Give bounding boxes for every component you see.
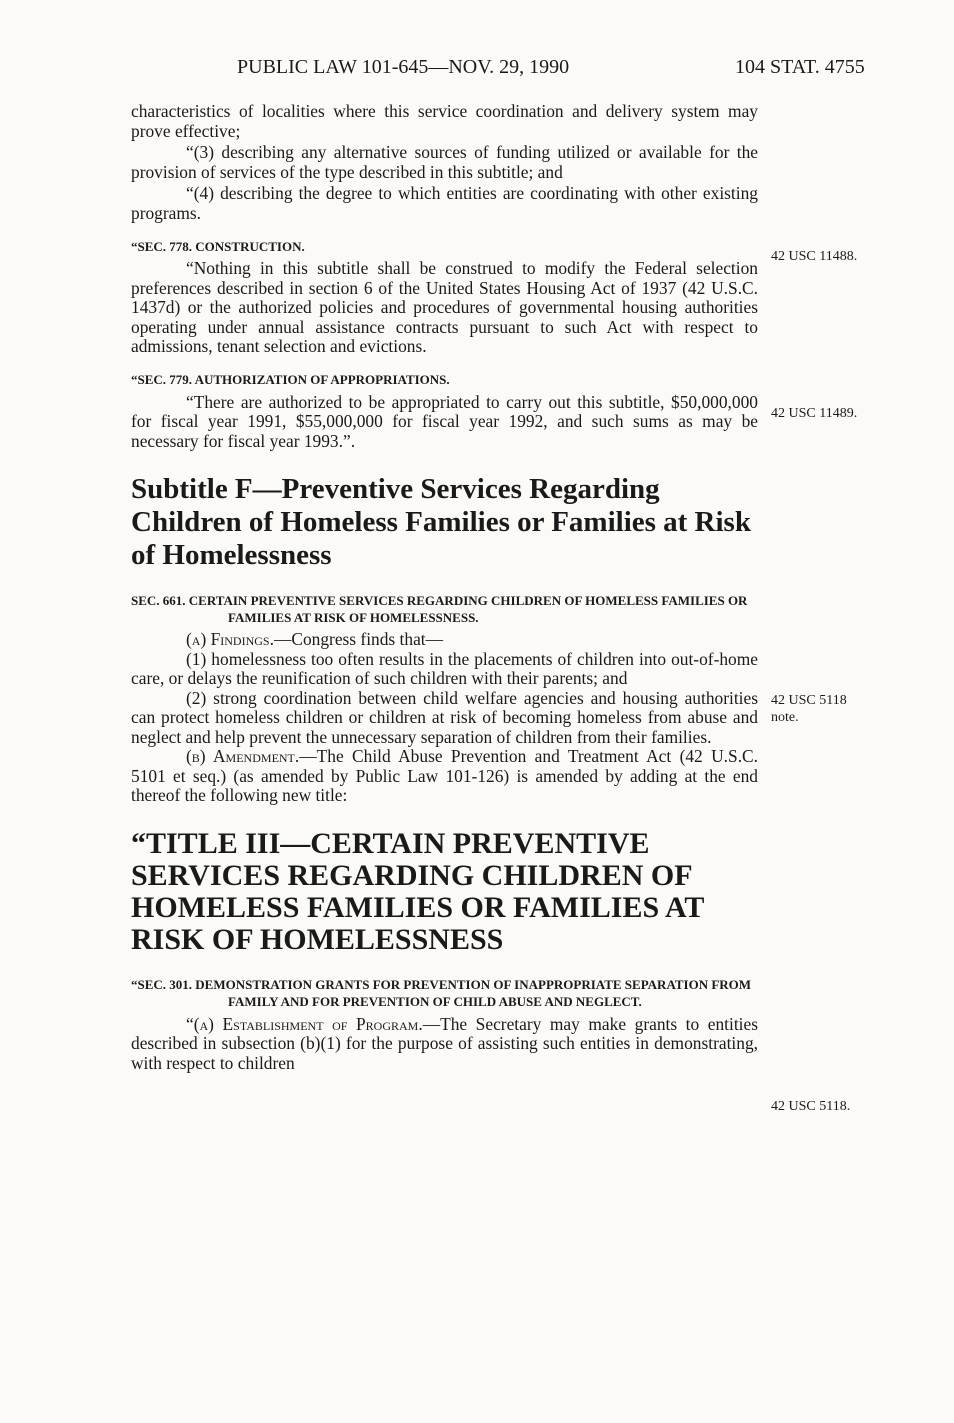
finding-1: (1) homelessness too often results in the placements of children into out-of-home care, or delays the reunification of such children with their parents; and xyxy=(131,648,758,688)
findings-label: (a) Findings. xyxy=(186,629,274,649)
section-779-heading: “SEC. 779. AUTHORIZATION OF APPROPRIATIONS. xyxy=(131,371,450,387)
establishment-label: “(a) Establishment of Program. xyxy=(186,1013,423,1034)
finding-2: (2) strong coordination between child welfare agencies and housing authorities can protect homeless children or children at risk of becoming homeless from abuse and neglect and help prevent the unnecessary separation of children from their families. xyxy=(131,687,758,747)
section-778-heading: “SEC. 778. CONSTRUCTION. xyxy=(131,239,305,254)
section-778-text: “Nothing in this subtitle shall be construed to modify the Federal selection preferences described in section 6 of the United States Housing Act of 1937 (42 U.S.C. 1437d) or the authorized policies and procedures of governmental housing authorities operating under annual assistance contracts pursuant to such Act with respect to admissions, tenant selection and evictions. xyxy=(131,258,758,356)
running-header-left: PUBLIC LAW 101-645—NOV. 29, 1990 xyxy=(237,56,570,78)
margin-note-11488: 42 USC 11488. xyxy=(771,249,858,264)
findings-text: —Congress finds that— xyxy=(273,629,444,649)
amendment-label: (b) Amendment. xyxy=(186,746,300,766)
paragraph-item-3: “(3) describing any alternative sources of funding utilized or available for the provision of services of the type described in this subtitle; and xyxy=(131,142,758,182)
page-number: 104 STAT. 4755 xyxy=(735,56,865,78)
section-661-heading: SEC. 661. CERTAIN PREVENTIVE SERVICES REGARDING CHILDREN OF HOMELESS FAMILIES OR FAMILIES AT RISK OF HOMELESSNESS. xyxy=(131,593,748,625)
section-779-text: “There are authorized to be appropriated to carry out this subtitle, $50,000,000 for fiscal year 1991, $55,000,000 for fiscal year 1992, and such sums as may be necessary for fiscal year 1993.”. xyxy=(131,391,758,451)
establishment-text: —The Secretary may make grants to entities described in subsection (b)(1) for the purpose of assisting such entities in demonstrating, with respect to children xyxy=(131,1013,758,1073)
margin-note-11489: 42 USC 11489. xyxy=(771,406,858,421)
margin-note-5118-note xyxy=(771,692,847,726)
margin-note-5118: 42 USC 5118 xyxy=(771,693,847,708)
subtitle-f-heading: Subtitle F—Preventive Services Regarding Children of Homeless Families or Families at Risk of Homelessness xyxy=(131,473,751,571)
paragraph-continuation: characteristics of localities where this service coordination and delivery system may prove effective; xyxy=(131,101,758,141)
section-301-heading: “SEC. 301. DEMONSTRATION GRANTS FOR PREVENTION OF INAPPROPRIATE SEPARATION FROM FAMILY AND FOR PREVENTION OF CHILD ABUSE AND NEGLECT. xyxy=(131,976,752,1009)
main-column xyxy=(131,102,758,1073)
establishment-paragraph xyxy=(131,1015,758,1074)
paragraph-item-4: “(4) describing the degree to which entities are coordinating with other existing programs. xyxy=(131,183,758,223)
margin-note-note: note. xyxy=(771,710,799,725)
amendment-paragraph xyxy=(131,747,758,806)
amendment-text: —The Child Abuse Prevention and Treatment Act (42 U.S.C. 5101 et seq.) (as amended by Public Law 101-126) is amended by adding at the end thereof the following new title: xyxy=(131,746,758,805)
findings-paragraph xyxy=(131,630,758,650)
margin-note-5118-sec301: 42 USC 5118. xyxy=(771,1099,851,1114)
title-iii-heading: “TITLE III—CERTAIN PREVENTIVE SERVICES REGARDING CHILDREN OF HOMELESS FAMILIES OR FAMILIES AT RISK OF HOMELESSNESS xyxy=(131,826,704,956)
